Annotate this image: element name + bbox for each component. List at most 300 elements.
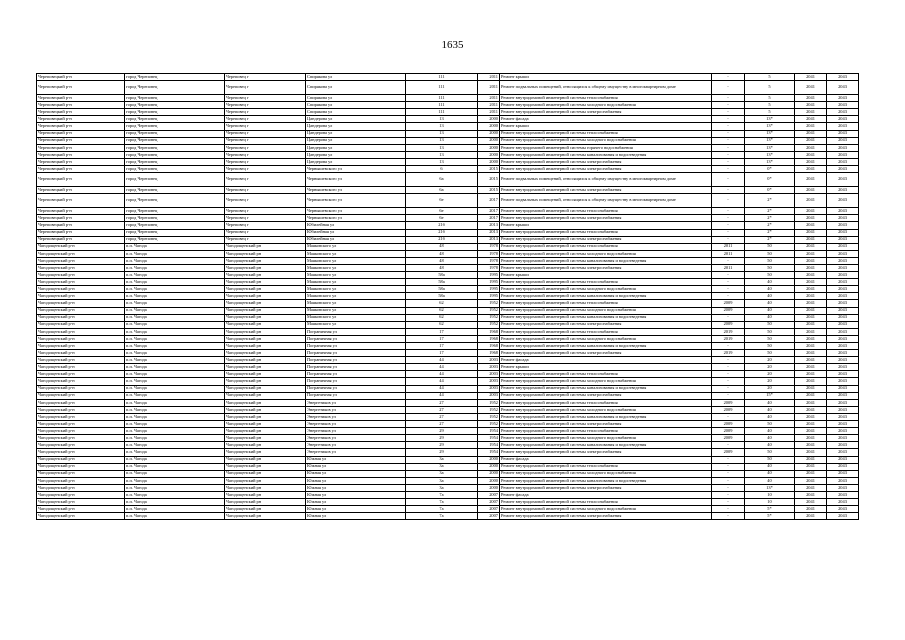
district-cell: Чагодощенский р-н	[37, 499, 125, 506]
plan-start-cell: 2041	[795, 208, 827, 215]
last-repair-year-cell: -	[712, 137, 745, 144]
wear-percent-cell: 40	[745, 435, 795, 442]
municipality-cell: п.п. Чагода	[125, 428, 225, 435]
plan-end-cell: 2043	[827, 137, 859, 144]
wear-percent-cell: 40	[745, 442, 795, 449]
locality-cell: Чагодощенский рн	[225, 257, 306, 264]
locality-cell: Чагодощенский рн	[225, 428, 306, 435]
street-cell: Южная ул	[306, 491, 406, 498]
table-row	[37, 229, 859, 236]
plan-start-cell: 2041	[795, 428, 827, 435]
plan-end-cell: 2043	[827, 449, 859, 456]
table-row	[37, 343, 859, 350]
plan-start-cell: 2041	[795, 123, 827, 130]
municipality-cell: п.п. Чагода	[125, 371, 225, 378]
plan-end-cell: 2043	[827, 74, 859, 81]
street-cell: Чернышевского ул	[306, 173, 406, 187]
municipality-cell: п.п. Чагода	[125, 364, 225, 371]
street-cell: Спирякова ул	[306, 95, 406, 102]
house-number-cell: 29	[406, 435, 478, 442]
house-number-cell: 58а	[406, 286, 478, 293]
wear-percent-cell: 20	[745, 371, 795, 378]
table-row	[37, 364, 859, 371]
municipality-cell: п.п. Чагода	[125, 286, 225, 293]
wear-percent-cell: 40	[745, 279, 795, 286]
last-repair-year-cell: -	[712, 364, 745, 371]
year-built-cell: 2000	[478, 144, 500, 151]
locality-cell: Чагодощенский рн	[225, 449, 306, 456]
wear-percent-cell: 40	[745, 307, 795, 314]
street-cell: Маяковского ул	[306, 264, 406, 271]
plan-start-cell: 2041	[795, 144, 827, 151]
plan-start-cell: 2041	[795, 279, 827, 286]
plan-end-cell: 2043	[827, 293, 859, 300]
municipality-cell: п.п. Чагода	[125, 272, 225, 279]
municipality-cell: город Череповец	[125, 74, 225, 81]
locality-cell: Чагодощенский рн	[225, 385, 306, 392]
last-repair-year-cell: -	[712, 144, 745, 151]
table-row	[37, 257, 859, 264]
street-cell: Энергетиков ул	[306, 449, 406, 456]
street-cell: Маяковского ул	[306, 307, 406, 314]
street-cell: Маяковского ул	[306, 286, 406, 293]
house-number-cell: 111	[406, 81, 478, 95]
municipality-cell: п.п. Чагода	[125, 385, 225, 392]
last-repair-year-cell: 2009	[712, 449, 745, 456]
work-type-cell: Ремонт фасада	[500, 491, 712, 498]
table-row	[37, 166, 859, 173]
year-built-cell: 1968	[478, 343, 500, 350]
municipality-cell: п.п. Чагода	[125, 392, 225, 399]
street-cell: Спирякова ул	[306, 81, 406, 95]
plan-end-cell: 2043	[827, 151, 859, 158]
plan-end-cell: 2043	[827, 123, 859, 130]
work-type-cell: Ремонт внутридомовой инженерной системы канализования и водоотведения	[500, 442, 712, 449]
table-row	[37, 102, 859, 109]
locality-cell: Чагодощенский рн	[225, 435, 306, 442]
wear-percent-cell: 20	[745, 357, 795, 364]
street-cell: Маяковского ул	[306, 250, 406, 257]
house-number-cell: 48	[406, 250, 478, 257]
year-built-cell: 2007	[478, 499, 500, 506]
plan-end-cell: 2043	[827, 250, 859, 257]
locality-cell: Чагодощенский рн	[225, 371, 306, 378]
table-row	[37, 222, 859, 229]
work-type-cell: Ремонт фасада	[500, 116, 712, 123]
plan-start-cell: 2041	[795, 215, 827, 222]
district-cell: Чагодощенский р-н	[37, 399, 125, 406]
district-cell: Чагодощенский р-н	[37, 413, 125, 420]
house-number-cell: 62	[406, 300, 478, 307]
last-repair-year-cell: -	[712, 102, 745, 109]
street-cell: Южная ул	[306, 513, 406, 520]
house-number-cell: 7а	[406, 513, 478, 520]
work-type-cell: Ремонт внутридомовой инженерной системы электроснабжения	[500, 421, 712, 428]
locality-cell: Чагодощенский рн	[225, 350, 306, 357]
street-cell: Пограничная ул	[306, 378, 406, 385]
wear-percent-cell: 50	[745, 257, 795, 264]
municipality-cell: город Череповец	[125, 229, 225, 236]
street-cell: Цандерова ул	[306, 144, 406, 151]
last-repair-year-cell: 2009	[712, 406, 745, 413]
work-type-cell: Ремонт крыши	[500, 272, 712, 279]
municipality-cell: п.п. Чагода	[125, 506, 225, 513]
wear-percent-cell: 20	[745, 378, 795, 385]
plan-start-cell: 2041	[795, 470, 827, 477]
locality-cell: Череповец г	[225, 123, 306, 130]
district-cell: Череповецкий р-н	[37, 144, 125, 151]
work-type-cell: Ремонт внутридомовой инженерной системы теплоснабжения	[500, 243, 712, 250]
house-number-cell: 7а	[406, 499, 478, 506]
last-repair-year-cell: -	[712, 477, 745, 484]
year-built-cell: 1968	[478, 335, 500, 342]
work-type-cell: Ремонт внутридомовой инженерной системы электроснабжения	[500, 158, 712, 165]
house-number-cell: 6а	[406, 187, 478, 194]
street-cell: Пограничная ул	[306, 350, 406, 357]
table-row	[37, 144, 859, 151]
street-cell: Юбилейная ул	[306, 236, 406, 243]
wear-percent-cell: 40	[745, 300, 795, 307]
work-type-cell: Ремонт внутридомовой инженерной системы канализования и водоотведения	[500, 477, 712, 484]
district-cell: Чагодощенский р-н	[37, 300, 125, 307]
table-row	[37, 350, 859, 357]
year-built-cell: 2007	[478, 513, 500, 520]
locality-cell: Чагодощенский рн	[225, 321, 306, 328]
wear-percent-cell: 40	[745, 399, 795, 406]
table-row	[37, 470, 859, 477]
last-repair-year-cell: -	[712, 442, 745, 449]
table-row	[37, 300, 859, 307]
work-type-cell: Ремонт внутридомовой инженерной системы холодного водоснабжения	[500, 470, 712, 477]
house-number-cell: 3а	[406, 484, 478, 491]
table-body	[37, 74, 859, 520]
plan-start-cell: 2041	[795, 335, 827, 342]
year-built-cell: 2015	[478, 173, 500, 187]
table-row	[37, 194, 859, 208]
municipality-cell: п.п. Чагода	[125, 435, 225, 442]
work-type-cell: Ремонт внутридомовой инженерной системы теплоснабжения	[500, 399, 712, 406]
work-type-cell: Ремонт внутридомовой инженерной системы теплоснабжения	[500, 279, 712, 286]
house-number-cell: 27	[406, 399, 478, 406]
locality-cell: Чагодощенский рн	[225, 392, 306, 399]
plan-end-cell: 2043	[827, 399, 859, 406]
locality-cell: Череповец г	[225, 144, 306, 151]
street-cell: Чернышевского ул	[306, 194, 406, 208]
table-row	[37, 109, 859, 116]
year-built-cell: 1978	[478, 243, 500, 250]
district-cell: Череповецкий р-н	[37, 116, 125, 123]
table-row	[37, 81, 859, 95]
house-number-cell: 111	[406, 109, 478, 116]
last-repair-year-cell: -	[712, 413, 745, 420]
year-built-cell: 1952	[478, 406, 500, 413]
year-built-cell: 2015	[478, 166, 500, 173]
table-row	[37, 215, 859, 222]
house-number-cell: 6а	[406, 173, 478, 187]
work-type-cell: Ремонт внутридомовой инженерной системы холодного водоснабжения	[500, 286, 712, 293]
municipality-cell: п.п. Чагода	[125, 328, 225, 335]
wear-percent-cell: 13*	[745, 144, 795, 151]
table-row	[37, 506, 859, 513]
plan-start-cell: 2041	[795, 187, 827, 194]
year-built-cell: 2003	[478, 385, 500, 392]
year-built-cell: 2017	[478, 215, 500, 222]
work-type-cell: Ремонт внутридомовой инженерной системы электроснабжения	[500, 109, 712, 116]
house-number-cell: 17	[406, 343, 478, 350]
year-built-cell: 2003	[478, 371, 500, 378]
district-cell: Череповецкий р-н	[37, 215, 125, 222]
work-type-cell: Ремонт внутридомовой инженерной системы электроснабжения	[500, 484, 712, 491]
work-type-cell: Ремонт фасада	[500, 456, 712, 463]
district-cell: Череповецкий р-н	[37, 158, 125, 165]
wear-percent-cell: 13*	[745, 123, 795, 130]
wear-percent-cell: 40	[745, 463, 795, 470]
plan-start-cell: 2041	[795, 229, 827, 236]
wear-percent-cell: 2*	[745, 208, 795, 215]
plan-start-cell: 2041	[795, 491, 827, 498]
last-repair-year-cell: -	[712, 173, 745, 187]
work-type-cell: Ремонт внутридомовой инженерной системы теплоснабжения	[500, 328, 712, 335]
year-built-cell: 2015	[478, 187, 500, 194]
year-built-cell: 1995	[478, 272, 500, 279]
capital-repair-table	[36, 73, 859, 520]
year-built-cell: 2000	[478, 470, 500, 477]
wear-percent-cell: 2*	[745, 236, 795, 243]
year-built-cell: 2013	[478, 229, 500, 236]
locality-cell: Чагодощенский рн	[225, 378, 306, 385]
last-repair-year-cell: 2011	[712, 264, 745, 271]
last-repair-year-cell: 2009	[712, 421, 745, 428]
year-built-cell: 1952	[478, 314, 500, 321]
municipality-cell: п.п. Чагода	[125, 264, 225, 271]
table-row	[37, 463, 859, 470]
table-row	[37, 286, 859, 293]
district-cell: Чагодощенский р-н	[37, 378, 125, 385]
street-cell: Энергетиков ул	[306, 406, 406, 413]
plan-end-cell: 2043	[827, 491, 859, 498]
table-row	[37, 307, 859, 314]
plan-end-cell: 2043	[827, 158, 859, 165]
locality-cell: Чагодощенский рн	[225, 293, 306, 300]
last-repair-year-cell: -	[712, 286, 745, 293]
work-type-cell: Ремонт внутридомовой инженерной системы теплоснабжения	[500, 428, 712, 435]
wear-percent-cell: 50	[745, 421, 795, 428]
municipality-cell: п.п. Чагода	[125, 499, 225, 506]
plan-start-cell: 2041	[795, 151, 827, 158]
last-repair-year-cell: -	[712, 194, 745, 208]
year-built-cell: 1995	[478, 293, 500, 300]
year-built-cell: 1978	[478, 264, 500, 271]
wear-percent-cell: 5	[745, 95, 795, 102]
wear-percent-cell: 13*	[745, 151, 795, 158]
house-number-cell: 27	[406, 413, 478, 420]
plan-start-cell: 2041	[795, 314, 827, 321]
district-cell: Череповецкий р-н	[37, 194, 125, 208]
last-repair-year-cell: -	[712, 151, 745, 158]
district-cell: Череповецкий р-н	[37, 130, 125, 137]
wear-percent-cell: 50	[745, 321, 795, 328]
house-number-cell: 29	[406, 449, 478, 456]
table-row	[37, 499, 859, 506]
last-repair-year-cell: 2011	[712, 250, 745, 257]
house-number-cell: 13	[406, 116, 478, 123]
street-cell: Маяковского ул	[306, 257, 406, 264]
work-type-cell: Ремонт внутридомовой инженерной системы электроснабжения	[500, 166, 712, 173]
plan-start-cell: 2041	[795, 413, 827, 420]
district-cell: Чагодощенский р-н	[37, 343, 125, 350]
plan-end-cell: 2043	[827, 279, 859, 286]
street-cell: Пограничная ул	[306, 328, 406, 335]
table-row	[37, 449, 859, 456]
work-type-cell: Ремонт крыши	[500, 123, 712, 130]
plan-end-cell: 2043	[827, 506, 859, 513]
wear-percent-cell: 0*	[745, 166, 795, 173]
last-repair-year-cell: -	[712, 95, 745, 102]
municipality-cell: п.п. Чагода	[125, 350, 225, 357]
district-cell: Чагодощенский р-н	[37, 328, 125, 335]
table-row	[37, 208, 859, 215]
last-repair-year-cell: -	[712, 506, 745, 513]
plan-end-cell: 2043	[827, 194, 859, 208]
municipality-cell: п.п. Чагода	[125, 463, 225, 470]
district-cell: Чагодощенский р-н	[37, 257, 125, 264]
municipality-cell: город Череповец	[125, 187, 225, 194]
last-repair-year-cell: 2009	[712, 321, 745, 328]
house-number-cell: 13	[406, 130, 478, 137]
work-type-cell: Ремонт фасада	[500, 357, 712, 364]
municipality-cell: город Череповец	[125, 166, 225, 173]
house-number-cell: 111	[406, 102, 478, 109]
work-type-cell: Ремонт внутридомовой инженерной системы теплоснабжения	[500, 371, 712, 378]
wear-percent-cell: 50	[745, 328, 795, 335]
wear-percent-cell: 40	[745, 428, 795, 435]
work-type-cell: Ремонт внутридомовой инженерной системы теплоснабжения	[500, 463, 712, 470]
street-cell: Цандерова ул	[306, 137, 406, 144]
table-row	[37, 243, 859, 250]
municipality-cell: город Череповец	[125, 81, 225, 95]
wear-percent-cell: 13*	[745, 130, 795, 137]
street-cell: Маяковского ул	[306, 300, 406, 307]
street-cell: Южная ул	[306, 470, 406, 477]
plan-end-cell: 2043	[827, 335, 859, 342]
district-cell: Чагодощенский р-н	[37, 371, 125, 378]
table-row	[37, 173, 859, 187]
work-type-cell: Ремонт внутридомовой инженерной системы холодного водоснабжения	[500, 307, 712, 314]
last-repair-year-cell: -	[712, 513, 745, 520]
house-number-cell: 6е	[406, 194, 478, 208]
plan-start-cell: 2041	[795, 250, 827, 257]
locality-cell: Чагодощенский рн	[225, 413, 306, 420]
last-repair-year-cell: -	[712, 314, 745, 321]
district-cell: Череповецкий р-н	[37, 137, 125, 144]
locality-cell: Череповец г	[225, 116, 306, 123]
work-type-cell: Ремонт внутридомовой инженерной системы электроснабжения	[500, 449, 712, 456]
plan-end-cell: 2043	[827, 314, 859, 321]
municipality-cell: город Череповец	[125, 123, 225, 130]
last-repair-year-cell: -	[712, 109, 745, 116]
table-row	[37, 371, 859, 378]
work-type-cell: Ремонт внутридомовой инженерной системы электроснабжения	[500, 264, 712, 271]
year-built-cell: 2000	[478, 137, 500, 144]
wear-percent-cell: 50	[745, 456, 795, 463]
house-number-cell: 7а	[406, 506, 478, 513]
municipality-cell: п.п. Чагода	[125, 491, 225, 498]
table-row	[37, 406, 859, 413]
house-number-cell: 48	[406, 264, 478, 271]
last-repair-year-cell: -	[712, 222, 745, 229]
plan-end-cell: 2043	[827, 229, 859, 236]
plan-start-cell: 2041	[795, 350, 827, 357]
year-built-cell: 2000	[478, 158, 500, 165]
street-cell: Спирякова ул	[306, 74, 406, 81]
wear-percent-cell: 50	[745, 250, 795, 257]
table-row	[37, 74, 859, 81]
table-row	[37, 158, 859, 165]
plan-end-cell: 2043	[827, 477, 859, 484]
plan-start-cell: 2041	[795, 243, 827, 250]
municipality-cell: п.п. Чагода	[125, 243, 225, 250]
street-cell: Чернышевского ул	[306, 215, 406, 222]
street-cell: Пограничная ул	[306, 343, 406, 350]
wear-percent-cell: 40	[745, 314, 795, 321]
table-row	[37, 314, 859, 321]
house-number-cell: 62	[406, 314, 478, 321]
work-type-cell: Ремонт внутридомовой инженерной системы электроснабжения	[500, 187, 712, 194]
wear-percent-cell: 15*	[745, 392, 795, 399]
municipality-cell: город Череповец	[125, 116, 225, 123]
locality-cell: Череповец г	[225, 229, 306, 236]
municipality-cell: п.п. Чагода	[125, 314, 225, 321]
municipality-cell: город Череповец	[125, 208, 225, 215]
last-repair-year-cell: -	[712, 378, 745, 385]
work-type-cell: Ремонт подвальных помещений, относящихся к общему имуществу в многоквартирном доме	[500, 81, 712, 95]
plan-start-cell: 2041	[795, 406, 827, 413]
wear-percent-cell: 2*	[745, 215, 795, 222]
year-built-cell: 1995	[478, 286, 500, 293]
municipality-cell: п.п. Чагода	[125, 449, 225, 456]
plan-start-cell: 2041	[795, 81, 827, 95]
house-number-cell: 21б	[406, 236, 478, 243]
locality-cell: Чагодощенский рн	[225, 335, 306, 342]
municipality-cell: п.п. Чагода	[125, 477, 225, 484]
street-cell: Спирякова ул	[306, 109, 406, 116]
year-built-cell: 2003	[478, 364, 500, 371]
locality-cell: Череповец г	[225, 95, 306, 102]
last-repair-year-cell: 2009	[712, 300, 745, 307]
street-cell: Южная ул	[306, 484, 406, 491]
last-repair-year-cell: -	[712, 357, 745, 364]
house-number-cell: 17	[406, 350, 478, 357]
wear-percent-cell: 5*	[745, 513, 795, 520]
locality-cell: Чагодощенский рн	[225, 477, 306, 484]
district-cell: Череповецкий р-н	[37, 95, 125, 102]
work-type-cell: Ремонт внутридомовой инженерной системы холодного водоснабжения	[500, 102, 712, 109]
wear-percent-cell: 40	[745, 286, 795, 293]
year-built-cell: 2000	[478, 477, 500, 484]
year-built-cell: 2011	[478, 102, 500, 109]
locality-cell: Чагодощенский рн	[225, 357, 306, 364]
street-cell: Энергетиков ул	[306, 435, 406, 442]
locality-cell: Чагодощенский рн	[225, 272, 306, 279]
district-cell: Чагодощенский р-н	[37, 470, 125, 477]
street-cell: Южная ул	[306, 463, 406, 470]
work-type-cell: Ремонт внутридомовой инженерной системы канализования и водоотведения	[500, 257, 712, 264]
municipality-cell: п.п. Чагода	[125, 293, 225, 300]
plan-start-cell: 2041	[795, 166, 827, 173]
last-repair-year-cell: 2019	[712, 350, 745, 357]
district-cell: Чагодощенский р-н	[37, 314, 125, 321]
house-number-cell: 13	[406, 144, 478, 151]
